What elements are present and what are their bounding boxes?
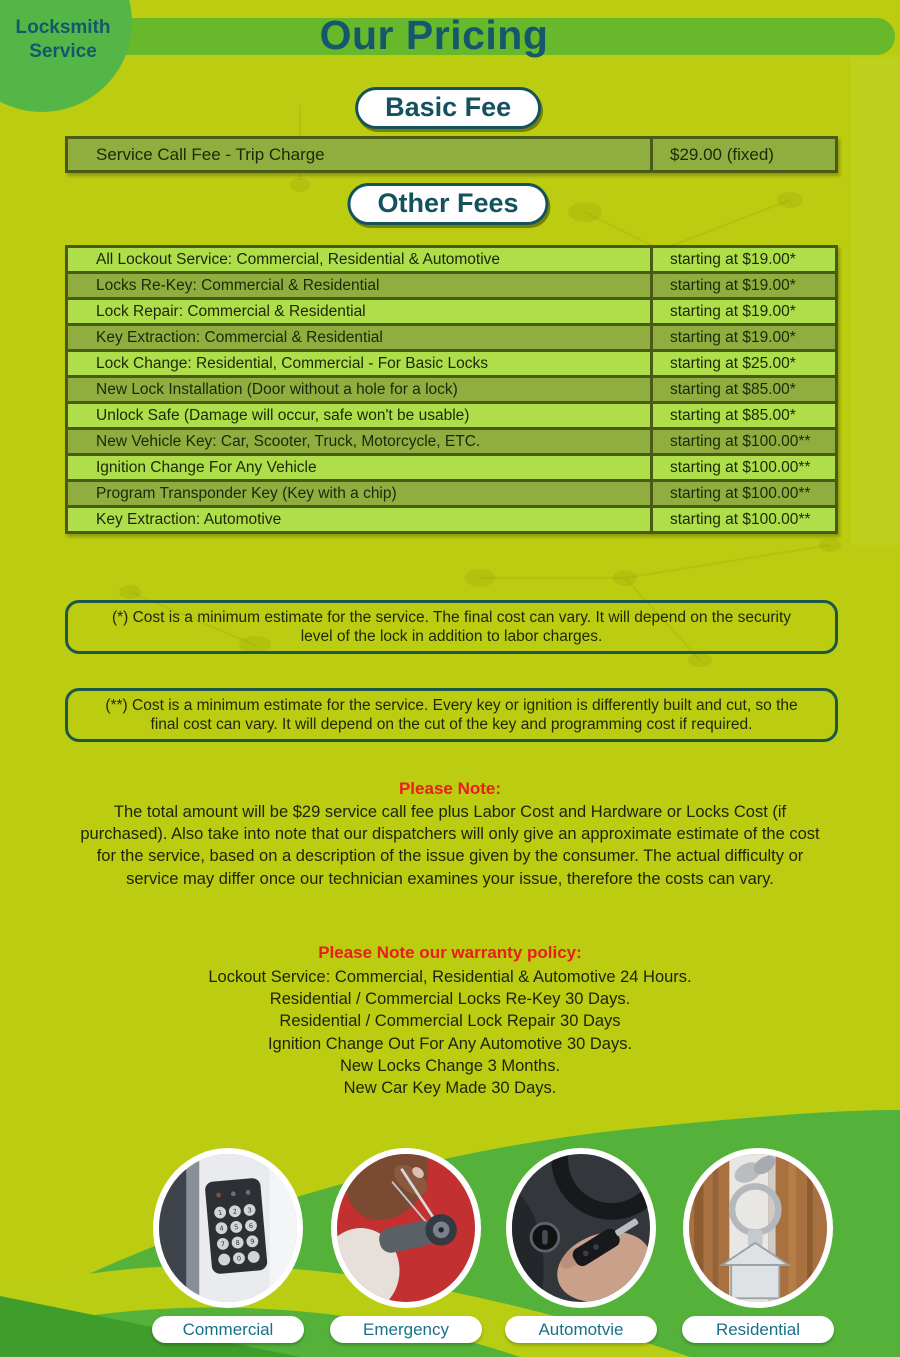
svg-text:5: 5 [233, 1223, 239, 1232]
fee-service: Unlock Safe (Damage will occur, safe won't be usable) [96, 406, 470, 424]
table-row [68, 453, 835, 479]
service-figure-residential [683, 1148, 833, 1308]
warranty-list [70, 966, 830, 1099]
svg-text:6: 6 [248, 1221, 254, 1231]
service-figure-commercial [153, 1148, 303, 1308]
svg-text:9: 9 [249, 1237, 255, 1246]
service-label-emergency[interactable]: Emergency [330, 1316, 482, 1343]
fee-service: Lock Repair: Commercial & Residential [96, 302, 366, 320]
keypad-photo [159, 1154, 297, 1302]
service-figure-emergency [331, 1148, 481, 1308]
svg-text:1: 1 [217, 1208, 223, 1218]
table-row [68, 505, 835, 531]
warranty-heading: Please Note our warranty policy: [318, 943, 582, 962]
other-fees-table [65, 245, 838, 534]
warranty-item: Ignition Change Out For Any Automotive 30 Days. [267, 1034, 633, 1053]
fee-price: starting at $100.00** [650, 508, 835, 531]
warranty-item: New Locks Change 3 Months. [339, 1056, 561, 1075]
svg-text:7: 7 [220, 1240, 226, 1249]
basic-fee-heading: Basic Fee [355, 87, 541, 129]
single-asterisk-note: (*) Cost is a minimum estimate for the service. The final cost can vary. It will depend on the security level of the lock in addition to labor charges. [65, 600, 838, 654]
fee-service: Ignition Change For Any Vehicle [96, 458, 317, 476]
svg-text:4: 4 [219, 1224, 224, 1233]
house-keychain-photo [689, 1154, 827, 1302]
please-note-body: The total amount will be $29 service call fee plus Labor Cost and Hardware or Locks Cost (if purchased). Also take into note that our dispatchers will only give an approximate estimate of the cost for the service, based on a description of the issue given by the consumer. The actual difficulty or service may differ once our technician examines your issue, therefore the costs can vary. [80, 803, 820, 888]
table-row [68, 323, 835, 349]
double-asterisk-note: (**) Cost is a minimum estimate for the service. Every key or ignition is differently built and cut, so the final cost can vary. It will depend on the cut of the key and programming cost if required. [65, 688, 838, 742]
svg-text:2: 2 [232, 1207, 238, 1216]
table-row [68, 479, 835, 505]
warranty-item: Residential / Commercial Locks Re-Key 30 Days. [269, 990, 631, 1009]
fee-service: Key Extraction: Automotive [96, 510, 282, 528]
service-label-commercial[interactable]: Commercial [152, 1316, 304, 1343]
fee-service: Service Call Fee - Trip Charge [96, 144, 325, 164]
svg-text:8: 8 [235, 1238, 241, 1248]
service-figure-automotive [506, 1148, 656, 1308]
table-row [68, 375, 835, 401]
car-key-ignition-photo [512, 1154, 650, 1302]
fee-service: New Vehicle Key: Car, Scooter, Truck, Motorcycle, ETC. [96, 432, 481, 450]
fee-price: starting at $25.00* [650, 352, 835, 375]
basic-fee-table [65, 136, 838, 173]
fee-price: starting at $19.00* [650, 300, 835, 323]
car-lockout-photo [337, 1154, 475, 1302]
fee-service: Key Extraction: Commercial & Residential [96, 328, 383, 346]
page-title: Our Pricing [319, 12, 549, 58]
fee-price: starting at $85.00* [650, 404, 835, 427]
warranty-item: Residential / Commercial Lock Repair 30 Days [279, 1012, 621, 1031]
service-label-residential[interactable]: Residential [682, 1316, 834, 1343]
table-row [68, 427, 835, 453]
fee-service: Lock Change: Residential, Commercial - For Basic Locks [96, 354, 488, 372]
service-label-automotive[interactable]: Automotvie [505, 1316, 657, 1343]
fee-service: Program Transponder Key (Key with a chip) [96, 484, 397, 502]
fee-service: New Lock Installation (Door without a hole for a lock) [96, 380, 458, 398]
fee-price: starting at $19.00* [650, 326, 835, 349]
table-row [68, 401, 835, 427]
fee-service: All Lockout Service: Commercial, Residential & Automotive [96, 250, 501, 268]
fee-price: starting at $100.00** [650, 482, 835, 505]
fee-service: Locks Re-Key: Commercial & Residential [96, 276, 380, 294]
table-row [68, 271, 835, 297]
logo-line2: Service [29, 41, 97, 62]
warranty-item: New Car Key Made 30 Days. [343, 1079, 557, 1098]
fee-price: starting at $85.00* [650, 378, 835, 401]
table-row [68, 297, 835, 323]
warranty-item: Lockout Service: Commercial, Residential & Automotive 24 Hours. [208, 968, 692, 986]
fee-price: $29.00 (fixed) [650, 139, 835, 170]
table-row [68, 139, 835, 170]
svg-text:0: 0 [236, 1254, 242, 1263]
logo-line1: Locksmith [15, 17, 111, 38]
svg-text:3: 3 [247, 1206, 253, 1215]
table-row [68, 248, 835, 271]
fee-price: starting at $19.00* [650, 248, 835, 271]
other-fees-heading: Other Fees [347, 183, 548, 225]
table-row [68, 349, 835, 375]
fee-price: starting at $19.00* [650, 274, 835, 297]
fee-price: starting at $100.00** [650, 456, 835, 479]
fee-price: starting at $100.00** [650, 430, 835, 453]
please-note-heading: Please Note: [398, 779, 502, 798]
